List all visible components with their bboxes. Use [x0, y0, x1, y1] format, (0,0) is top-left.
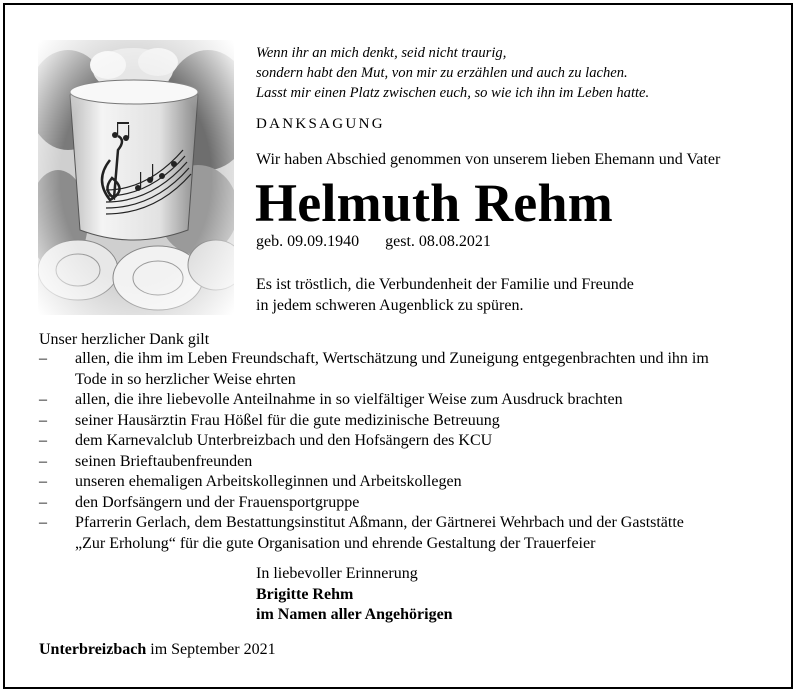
- list-item-text: allen, die ihre liebevolle Anteilnahme in so vielfältiger Weise zum Ausdruck brachten: [75, 391, 623, 408]
- closing-memory: In liebevoller Erinnerung: [256, 565, 418, 582]
- list-item-text: seinen Brieftaubenfreunden: [75, 452, 253, 470]
- death-date: gest. 08.08.2021: [385, 233, 491, 250]
- urn-photo: [38, 40, 234, 315]
- deceased-name: Helmuth Rehm: [255, 173, 613, 233]
- quote-line: Wenn ihr an mich denkt, seid nicht traurig,: [256, 45, 507, 61]
- list-item-text: seiner Hausärztin Frau Hößel für die gute medizinische Betreuung: [75, 411, 500, 429]
- notice-date: im September 2021: [146, 641, 276, 658]
- list-item: [39, 431, 784, 452]
- place-date: [39, 641, 276, 659]
- life-dates: [256, 233, 491, 251]
- memorial-quote: [256, 43, 649, 103]
- notice-heading: DANKSAGUNG: [256, 116, 385, 132]
- quote-line: Lasst mir einen Platz zwischen euch, so wie ich ihn im Leben hatte.: [256, 85, 650, 101]
- list-item: [39, 411, 784, 432]
- comfort-text: [256, 274, 634, 316]
- list-item-text: allen, die ihm im Leben Freundschaft, Wertschätzung und Zuneigung entgegenbrachten und ihn im: [75, 350, 709, 367]
- dash-bullet: –: [39, 432, 47, 449]
- list-item-text: dem Karnevalclub Unterbreizbach und den Hofsängern des KCU: [75, 432, 493, 449]
- list-item: [39, 493, 784, 514]
- place-name: Unterbreizbach: [39, 641, 147, 658]
- list-item: [39, 452, 784, 473]
- dash-bullet: –: [39, 473, 47, 490]
- signer-note: im Namen aller Angehörigen: [256, 606, 453, 623]
- list-item-continuation: Tode in so herzlicher Weise ehrten: [75, 370, 296, 388]
- list-item: [39, 472, 784, 493]
- urn-with-roses-photo-icon: [38, 40, 234, 315]
- farewell-intro: Wir haben Abschied genommen von unserem lieben Ehemann und Vater: [256, 151, 721, 168]
- quote-line: sondern habt den Mut, von mir zu erzählen und auch zu lachen.: [256, 65, 628, 81]
- comfort-line: in jedem schweren Augenblick zu spüren.: [256, 297, 524, 314]
- list-item-text: unseren ehemaligen Arbeitskolleginnen und Arbeitskollegen: [75, 473, 462, 490]
- birth-date: geb. 09.09.1940: [256, 233, 360, 250]
- thanks-intro: Unser herzlicher Dank gilt: [39, 331, 210, 348]
- list-item-continuation: „Zur Erholung“ für die gute Organisation und ehrende Gestaltung der Trauerfeier: [75, 534, 596, 552]
- list-item: [39, 390, 784, 411]
- dash-bullet: –: [39, 391, 47, 408]
- dash-bullet: –: [39, 514, 47, 531]
- thanks-list: [39, 349, 784, 554]
- list-item: [39, 349, 784, 390]
- list-item-text: Pfarrerin Gerlach, dem Bestattungsinstitut Aßmann, der Gärtnerei Wehrbach und der Gaststätte: [75, 514, 684, 531]
- dash-bullet: –: [39, 452, 47, 470]
- dash-bullet: –: [39, 350, 47, 367]
- signer-name: Brigitte Rehm: [256, 586, 354, 603]
- dash-bullet: –: [39, 411, 47, 429]
- dash-bullet: –: [39, 493, 47, 511]
- list-item: [39, 513, 784, 554]
- comfort-line: Es ist tröstlich, die Verbundenheit der Familie und Freunde: [256, 276, 634, 293]
- list-item-text: den Dorfsängern und der Frauensportgruppe: [75, 493, 360, 511]
